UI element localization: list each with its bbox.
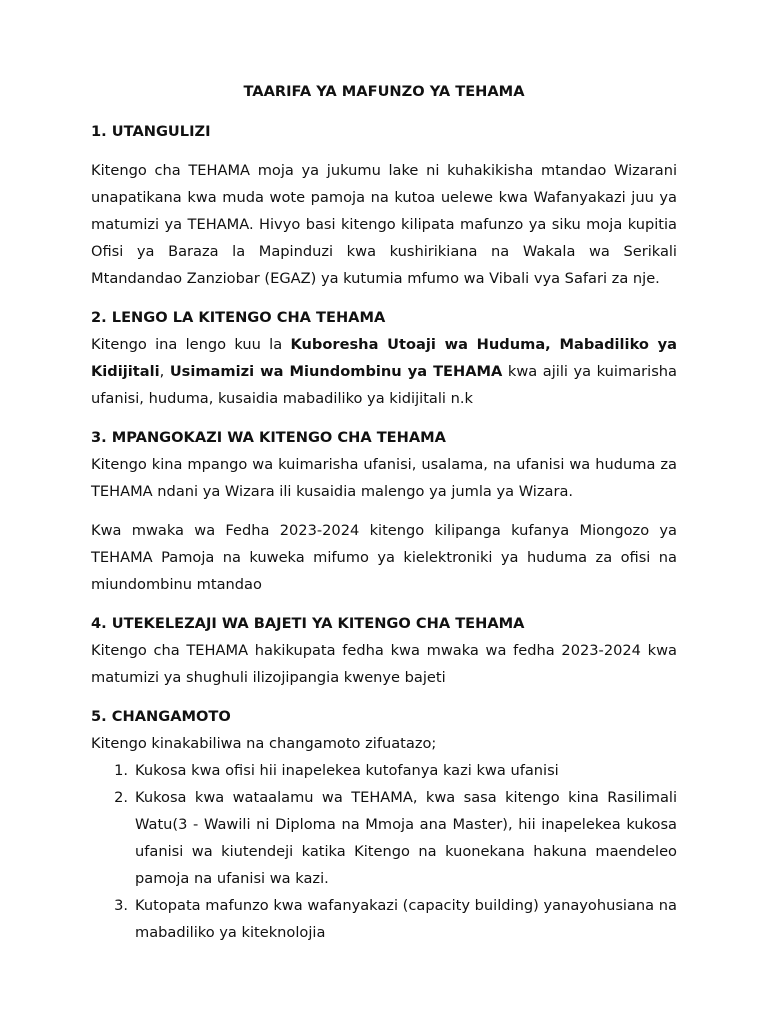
- list-item-text: Kukosa kwa wataalamu wa TEHAMA, kwa sasa kitengo kina Rasilimali Watu(3 - Wawili ni Diploma na Mmoja ana Master), hii inapelekea kukosa ufanisi wa kiutendeji katika Kitengo na kuonekana hakuna maendeleo pamoja na ufanisi wa kazi.: [135, 789, 677, 887]
- section-heading-budget: 4. UTEKELEZAJI WA BAJETI YA KITENGO CHA TEHAMA: [91, 615, 525, 632]
- section-heading-plan: 3. MPANGOKAZI WA KITENGO CHA TEHAMA: [91, 429, 446, 446]
- list-item-text: Kutopata mafunzo kwa wafanyakazi (capacity building) yanayohusiana na mabadiliko ya kiteknolojia: [135, 897, 677, 941]
- list-item: [91, 892, 677, 946]
- document-page: [91, 78, 677, 946]
- goal-text-bold-1: Kuboresha Utoaji wa Huduma, Mabadiliko ya Kidijitali: [91, 336, 678, 380]
- list-item-number: 3.: [114, 897, 128, 914]
- section-body-goal: [91, 331, 677, 412]
- goal-text-bold-2: Usimamizi wa Miundombinu ya TEHAMA: [169, 363, 503, 380]
- section-body-intro: Kitengo cha TEHAMA moja ya jukumu lake ni kuhakikisha mtandao Wizarani unapatikana kwa muda wote pamoja na kutoa uelewe kwa Wafanyakazi juu ya matumizi ya TEHAMA. Hivyo basi kitengo kilipata mafunzo ya siku moja kupitia Ofisi ya Baraza la Mapinduzi kwa kushirikiana na Wakala wa Serikali Mtandandao Zanziobar (EGAZ) ya kutumia mfumo wa Vibali vya Safari za nje.: [91, 162, 677, 287]
- list-item-number: 1.: [114, 762, 128, 779]
- document-title: TAARIFA YA MAFUNZO YA TEHAMA: [243, 83, 525, 100]
- goal-text-post: kwa ajili ya kuimarisha ufanisi, huduma, kusaidia mabadiliko ya kidijitali n.k: [91, 363, 677, 407]
- section-body-budget: Kitengo cha TEHAMA hakikupata fedha kwa mwaka wa fedha 2023-2024 kwa matumizi ya shughuli ilizojipangia kwenye bajeti: [91, 642, 677, 686]
- section-heading-intro: 1. UTANGULIZI: [91, 123, 211, 140]
- goal-text-pre: Kitengo ina lengo kuu la: [91, 336, 291, 353]
- list-item: [91, 784, 677, 892]
- section-intro-challenges: Kitengo kinakabiliwa na changamoto zifuatazo;: [91, 735, 437, 752]
- goal-text-mid: ,: [159, 363, 170, 380]
- challenges-list: [91, 757, 677, 946]
- list-item: [91, 757, 677, 784]
- list-item-text: Kukosa kwa ofisi hii inapelekea kutofanya kazi kwa ufanisi: [135, 762, 559, 779]
- section-body-plan-1: Kitengo kina mpango wa kuimarisha ufanisi, usalama, na ufanisi wa huduma za TEHAMA ndani ya Wizara ili kusaidia malengo ya jumla ya Wizara.: [91, 456, 677, 500]
- section-heading-goal: 2. LENGO LA KITENGO CHA TEHAMA: [91, 309, 386, 326]
- list-item-number: 2.: [114, 789, 128, 806]
- section-body-plan-2: Kwa mwaka wa Fedha 2023-2024 kitengo kilipanga kufanya Miongozo ya TEHAMA Pamoja na kuweka mifumo ya kielektroniki ya huduma za ofisi na miundombinu mtandao: [91, 522, 677, 593]
- section-heading-challenges: 5. CHANGAMOTO: [91, 708, 231, 725]
